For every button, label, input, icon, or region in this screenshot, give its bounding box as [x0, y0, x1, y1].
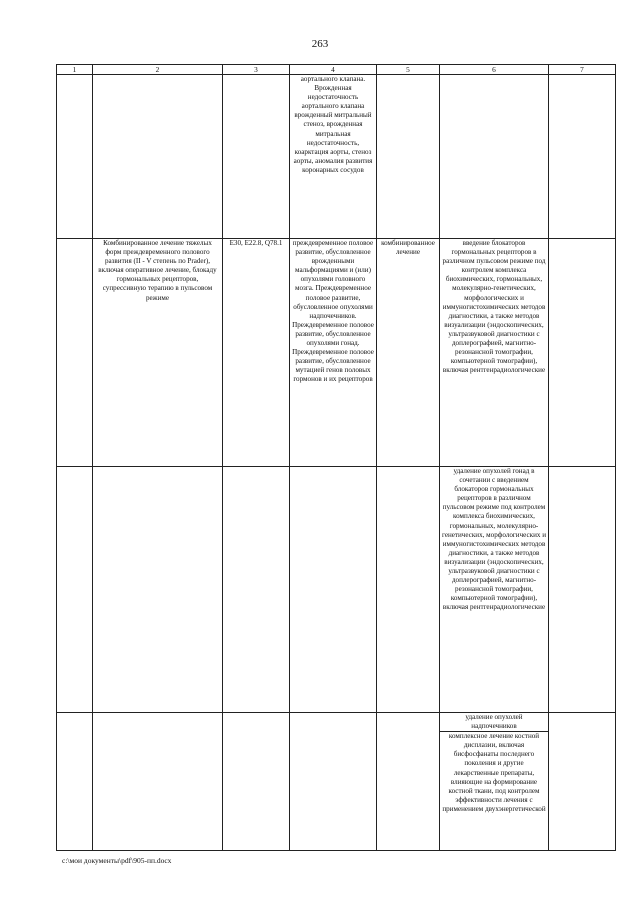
icd-code-cell [223, 467, 290, 713]
treatment-type-cell [377, 75, 440, 239]
method-cell [440, 713, 549, 851]
diagnosis-cell: аортального клапана. Врожденная недостаточность аортального клапана врожденный митральный стеноз, врожденная митральная недостаточность, коарктация аорты, стеноз аорты, аномалия развития коронарных сосудов [290, 75, 377, 239]
diagnosis-cell: преждевременное половое развитие, обусловленное врожденными мальформациями и (или) опухолями головного мозга. Преждевременное половое развитие, обусловленное опухолями надпочечников. Преждевременное половое развитие, обусловленное опухолями гонад. Преждевременное половое развитие, обусловленное мутацией генов половых гормонов и их рецепторов [290, 239, 377, 467]
care-type-cell [93, 713, 223, 851]
table-row [57, 75, 616, 239]
file-path-footer: c:\мои документы\pdf\905-пп.docx [62, 856, 172, 865]
diagnosis-cell [290, 467, 377, 713]
care-type-cell [93, 467, 223, 713]
treatment-type-cell [377, 467, 440, 713]
standard-cell [549, 239, 616, 467]
row-number-cell [57, 75, 93, 239]
icd-code-cell [223, 75, 290, 239]
table-row [57, 467, 616, 713]
icd-code-cell: E30, E22.8, Q78.1 [223, 239, 290, 467]
column-number-4: 4 [290, 65, 377, 75]
column-number-2: 2 [93, 65, 223, 75]
column-number-3: 3 [223, 65, 290, 75]
method-cell: введение блокаторов гормональных рецепторов в различном пульсовом режиме под контролем комплекса биохимических, гормональных, молекулярно-генетических, морфологических и иммуногистохимических методов диагностики, а также методов визуализации (эндоскопических, ультразвуковой диагностики с доплерографией, магнитно-резонансной томографии, компьютерной томографии), включая рентгенрадиологические [440, 239, 549, 467]
standard-cell [549, 713, 616, 851]
standard-cell [549, 467, 616, 713]
method-cell: удаление опухолей гонад в сочетании с введением блокаторов гормональных рецепторов в различном пульсовом режиме под контролем комплекса биохимических, гормональных, молекулярно-генетических, морфологических и иммуногистохимических методов диагностики, а также методов визуализации (эндоскопических, ультразвуковой диагностики с доплерографией, магнитно- резонансной томографии, компьютерной томографии), включая рентгенрадиологические [440, 467, 549, 713]
row-number-cell [57, 239, 93, 467]
diagnosis-cell [290, 713, 377, 851]
treatment-type-cell: комбинированное лечение [377, 239, 440, 467]
standard-cell [549, 75, 616, 239]
column-number-6: 6 [440, 65, 549, 75]
table-row [57, 713, 616, 851]
column-number-7: 7 [549, 65, 616, 75]
services-table [56, 64, 616, 851]
method-subcell: удаление опухолей надпочечников [440, 713, 548, 732]
method-cell [440, 75, 549, 239]
page-number: 263 [311, 38, 329, 50]
method-subcell: комплексное лечение костной дисплазии, включая бисфосфанаты последнего поколения и другие лекарственные препараты, влияющие на формирование костной ткани, под контролем эффективности лечения с применением двухэнергетической [442, 732, 546, 813]
care-type-cell [93, 75, 223, 239]
row-number-cell [57, 467, 93, 713]
table-header-row [57, 65, 616, 75]
care-type-cell: Комбинированное лечение тяжелых форм преждевременного полового развития (II - V степень по Prader), включая оперативное лечение, блокаду гормональных рецепторов, супрессивную терапию в пульсовом режиме [93, 239, 223, 467]
row-number-cell [57, 713, 93, 851]
icd-code-cell [223, 713, 290, 851]
column-number-1: 1 [57, 65, 93, 75]
column-number-5: 5 [377, 65, 440, 75]
table-row [57, 239, 616, 467]
treatment-type-cell [377, 713, 440, 851]
